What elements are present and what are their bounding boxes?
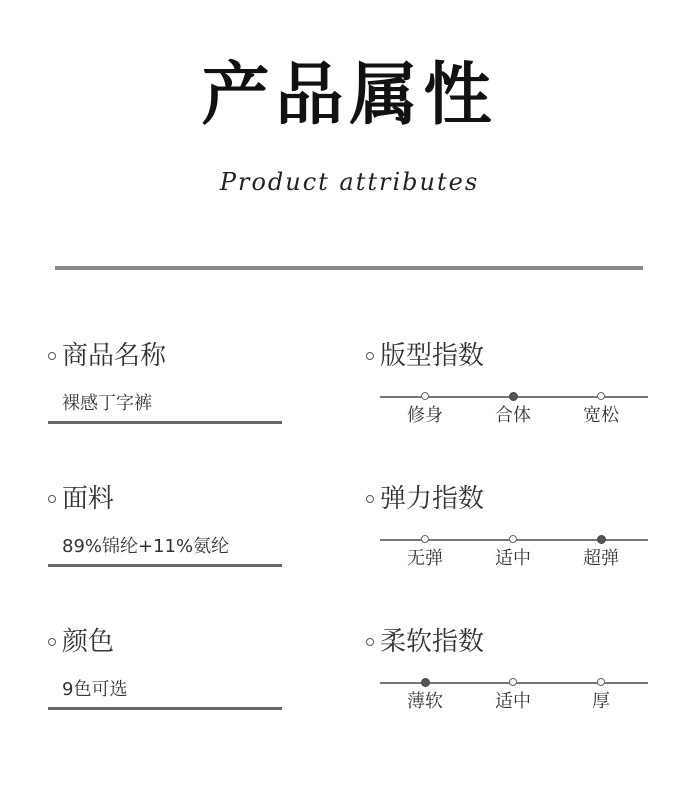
scale-option-label: 宽松 — [583, 405, 619, 426]
header-divider — [55, 266, 643, 270]
scale-dot — [421, 392, 429, 400]
index-softness — [366, 629, 648, 715]
attribute-label: 面料 — [62, 484, 115, 514]
scale-option-label: 适中 — [495, 691, 531, 712]
bullet-icon — [366, 638, 374, 646]
scale-option-label: 合体 — [495, 405, 531, 426]
index-scale — [380, 389, 648, 429]
scale-option-label: 适中 — [495, 548, 531, 569]
scale-option-label: 厚 — [592, 691, 610, 712]
attribute-product-name — [48, 343, 282, 424]
attribute-label: 颜色 — [62, 627, 115, 657]
attribute-value: 裸感丁字裤 — [48, 395, 282, 424]
attribute-value: 9色可选 — [48, 681, 282, 710]
scale-dot — [421, 535, 429, 543]
bullet-icon — [48, 495, 56, 503]
scale-option-label: 修身 — [407, 405, 443, 426]
attribute-label: 商品名称 — [62, 341, 167, 371]
scale-option-label: 无弹 — [407, 548, 443, 569]
attribute-color — [48, 629, 282, 710]
scale-dot — [597, 535, 606, 544]
index-label: 版型指数 — [380, 341, 485, 371]
bullet-icon — [366, 352, 374, 360]
scale-option-label: 超弹 — [583, 548, 619, 569]
page-subtitle: Product attributes — [219, 168, 480, 196]
scale-option-label: 薄软 — [407, 691, 443, 712]
bullet-icon — [366, 495, 374, 503]
scale-dot — [509, 678, 517, 686]
index-elasticity — [366, 486, 648, 572]
bullet-icon — [48, 638, 56, 646]
index-scale — [380, 675, 648, 715]
scale-dot — [509, 535, 517, 543]
bullet-icon — [48, 352, 56, 360]
index-fit — [366, 343, 648, 429]
scale-dot — [597, 392, 605, 400]
scale-dot — [421, 678, 430, 687]
scale-dot — [509, 392, 518, 401]
index-scale — [380, 532, 648, 572]
index-label: 柔软指数 — [380, 627, 485, 657]
attribute-value: 89%锦纶+11%氨纶 — [48, 538, 282, 567]
index-label: 弹力指数 — [380, 484, 485, 514]
scale-dot — [597, 678, 605, 686]
attribute-fabric — [48, 486, 282, 567]
page-title: 产品属性 — [201, 56, 498, 135]
